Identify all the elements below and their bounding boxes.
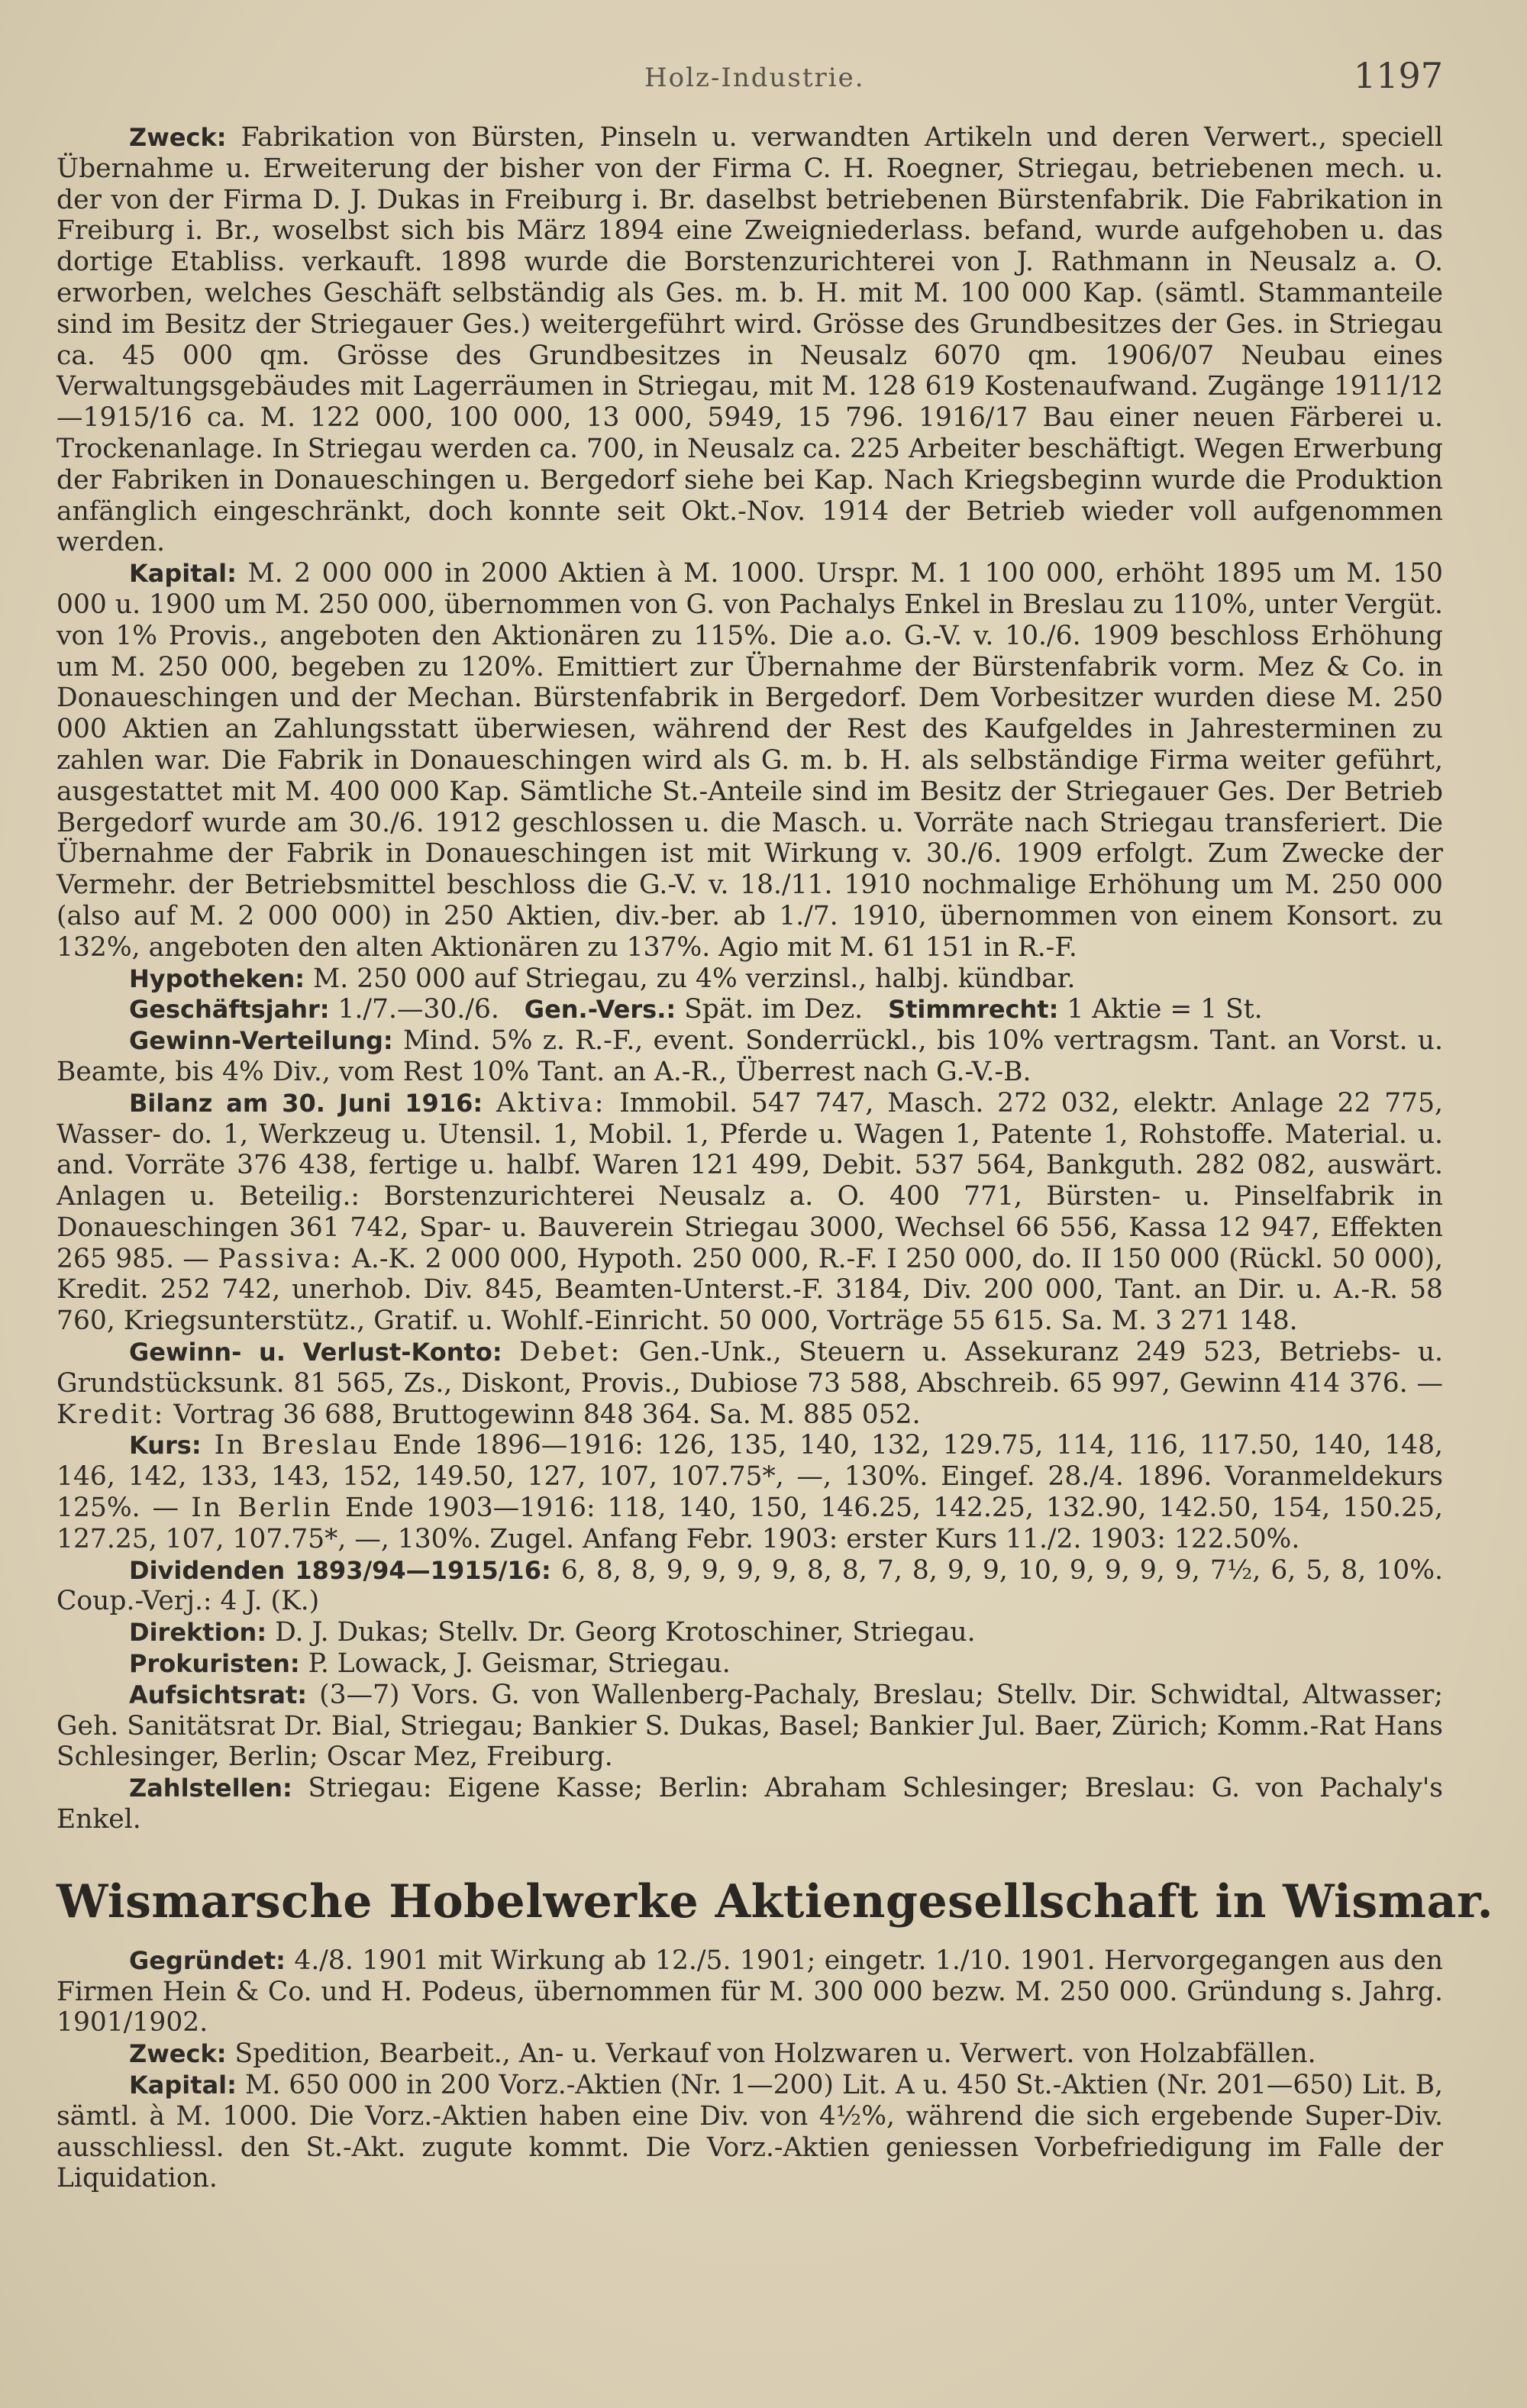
- company-entry-2: [56, 1945, 1443, 2194]
- zweck-paragraph: [56, 122, 1443, 558]
- kapital-2-paragraph: [56, 2070, 1443, 2194]
- kurs-breslau-text: Ende 1896—1916: 126, 135, 140, 132, 129.75, 114, 116, 117.50, 140, 148, 146, 142, 133, 143, 152, 149.50, 127, 107, 107.75*, —, 130%. Eingef. 28./4. 1896. Voranmeldekurs 125%. —: [56, 1430, 1444, 1524]
- gegruendet-paragraph: [56, 1945, 1443, 2038]
- direktion-text: D. J. Dukas; Stellv. Dr. Georg Krotoschiner, Striegau.: [275, 1617, 976, 1648]
- hypotheken-label: Hypotheken:: [129, 964, 305, 993]
- kredit-text: Vortrag 36 688, Bruttogewinn 848 364. Sa. M. 885 052.: [173, 1399, 921, 1430]
- zweck-2-label: Zweck:: [129, 2039, 227, 2069]
- geschaeftsjahr-text: 1./7.—30./6.: [337, 994, 499, 1025]
- page-number: 1197: [1353, 55, 1443, 96]
- prokuristen-paragraph: [56, 1648, 1443, 1680]
- guv-paragraph: [56, 1337, 1443, 1430]
- gewinnverteilung-paragraph: [56, 1025, 1443, 1088]
- kurs-berlin-label: In Berlin: [191, 1493, 333, 1524]
- prokuristen-text: P. Lowack, J. Geismar, Striegau.: [308, 1648, 731, 1680]
- gewinnverteilung-text: Mind. 5% z. R.-F., event. Sonderrückl., bis 10% vertragsm. Tant. an Vorst. u. Beamte, bis 4% Div., vom Rest 10% Tant. an A.-R., Überrest nach G.-V.-B.: [56, 1025, 1443, 1087]
- company-2-title: Wismarsche Hobelwerke Aktiengesellschaft in Wismar.: [56, 1874, 1493, 1929]
- kapital-label: Kapital:: [129, 559, 237, 589]
- stimmrecht-label: Stimmrecht:: [888, 995, 1059, 1025]
- aufsichtsrat-text: (3—7) Vors. G. von Wallenberg-Pachaly, Breslau; Stellv. Dir. Schwidtal, Altwasser; Geh. Sanitätsrat Dr. Bial, Striegau; Bankier S. Dukas, Basel; Bankier Jul. Baer, Zürich; Komm.-Rat Hans Schlesinger, Berlin; Oscar Mez, Freiburg.: [56, 1679, 1443, 1773]
- zahlstellen-label: Zahlstellen:: [129, 1774, 292, 1803]
- running-title: Holz-Industrie.: [644, 63, 865, 93]
- geschaeftsjahr-paragraph: [56, 994, 1443, 1025]
- genvers-label: Gen.-Vers.:: [524, 995, 676, 1025]
- kapital-paragraph: [56, 558, 1443, 963]
- dividenden-label: Dividenden 1893/94—1915/16:: [129, 1555, 551, 1585]
- hypotheken-text: M. 250 000 auf Striegau, zu 4% verzinsl., halbj. kündbar.: [312, 963, 1076, 994]
- dividenden-paragraph: [56, 1555, 1443, 1618]
- gegruendet-label: Gegründet:: [129, 1945, 286, 1975]
- zahlstellen-text: Striegau: Eigene Kasse; Berlin: Abraham Schlesinger; Breslau: G. von Pachaly's Enkel.: [56, 1773, 1444, 1835]
- zweck-text: Fabrikation von Bürsten, Pinseln u. verwandten Artikeln und deren Verwert., speciell Übernahme u. Erweiterung der bisher von der Firma C. H. Roegner, Striegau, betriebenen mech. u. der von der Firma D. J. Dukas in Freiburg i. Br. daselbst betriebenen Bürstenfabrik. Die Fabrikation in Freiburg i. Br., woselbst sich bis März 1894 eine Zweigniederlass. befand, wurde aufgehoben u. das dortige Etabliss. verkauft. 1898 wurde die Borstenzurichterei von J. Rathmann in Neusalz a. O. erworben, welches Geschäft selbständig als Ges. m. b. H. mit M. 100 000 Kap. (sämtl. Stammanteile sind im Besitz der Striegauer Ges.) weitergeführt wird. Grösse des Grundbesitzes der Ges. in Striegau ca. 45 000 qm. Grösse des Grundbesitzes in Neusalz 6070 qm. 1906/07 Neubau eines Verwaltungsgebäudes mit Lagerräumen in Striegau, mit M. 128 619 Kostenaufwand. Zugänge 1911/12—1915/16 ca. M. 122 000, 100 000, 13 000, 5949, 15 796. 1916/17 Bau einer neuen Färberei u. Trockenanlage. In Striegau werden ca. 700, in Neusalz ca. 225 Arbeiter beschäftigt. Wegen Erwerbung der Fabriken in Donaueschingen u. Bergedorf siehe bei Kap. Nach Kriegsbeginn wurde die Produktion anfänglich eingeschränkt, doch konnte seit Okt.-Nov. 1914 der Betrieb wieder voll aufgenommen werden.: [56, 122, 1443, 558]
- kredit-label: Kredit:: [56, 1399, 166, 1430]
- genvers-text: Spät. im Dez.: [684, 994, 864, 1025]
- hypotheken-paragraph: [56, 964, 1443, 995]
- aufsichtsrat-label: Aufsichtsrat:: [129, 1680, 308, 1709]
- stimmrecht-text: 1 Aktie = 1 St.: [1067, 994, 1263, 1025]
- kapital-2-text: M. 650 000 in 200 Vorz.-Aktien (Nr. 1—200) Lit. A u. 450 St.-Aktien (Nr. 201—650) Lit. B, sämtl. à M. 1000. Die Vorz.-Aktien haben eine Div. von 4½%, während die sich ergebende Super-Div. ausschliessl. den St.-Akt. zugute kommt. Die Vorz.-Aktien geniessen Vorbefriedigung im Falle der Liquidation.: [56, 2070, 1443, 2194]
- direktion-paragraph: [56, 1617, 1443, 1648]
- gegruendet-text: 4./8. 1901 mit Wirkung ab 12./5. 1901; eingetr. 1./10. 1901. Hervorgegangen aus den Firmen Hein & Co. und H. Podeus, übernommen für M. 300 000 bezw. M. 250 000. Gründung s. Jahrg. 1901/1902.: [56, 1945, 1443, 2038]
- kurs-berlin-text: Ende 1903—1916: 118, 140, 150, 146.25, 142.25, 132.90, 142.50, 154, 150.25, 127.25, 107, 107.75*, —, 130%. Zugel. Anfang Febr. 1903: erster Kurs 11./2. 1903: 122.50%.: [56, 1493, 1443, 1554]
- debet-label: Debet:: [519, 1337, 622, 1368]
- bilanz-paragraph: [56, 1088, 1443, 1337]
- kapital-2-label: Kapital:: [129, 2071, 237, 2100]
- kapital-text: M. 2 000 000 in 2000 Aktien à M. 1000. Urspr. M. 1 100 000, erhöht 1895 um M. 150 000 u. 1900 um M. 250 000, übernommen von G. von Pachalys Enkel in Breslau zu 110%, unter Vergüt. von 1% Provis., angeboten den Aktionären zu 115%. Die a.o. G.-V. v. 10./6. 1909 beschloss Erhöhung um M. 250 000, begeben zu 120%. Emittiert zur Übernahme der Bürstenfabrik vorm. Mez & Co. in Donaueschingen und der Mechan. Bürstenfabrik in Bergedorf. Dem Vorbesitzer wurden diese M. 250 000 Aktien an Zahlungsstatt überwiesen, während der Rest des Kaufgeldes in Jahresterminen zu zahlen war. Die Fabrik in Donaueschingen wird als G. m. b. H. als selbständige Firma weiter geführt, ausgestattet mit M. 400 000 Kap. Sämtliche St.-Anteile sind im Besitz der Striegauer Ges. Der Betrieb Bergedorf wurde am 30./6. 1912 geschlossen u. die Masch. u. Vorräte nach Striegau transferiert. Die Übernahme der Fabrik in Donaueschingen ist mit Wirkung v. 30./6. 1909 erfolgt. Zum Zwecke der Vermehr. der Betriebsmittel beschloss die G.-V. v. 18./11. 1910 nochmalige Erhöhung um M. 250 000 (also auf M. 2 000 000) in 250 Aktien, div.-ber. ab 1./7. 1910, übernommen von einem Konsort. zu 132%, angeboten den alten Aktionären zu 137%. Agio mit M. 61 151 in R.-F.: [56, 558, 1443, 963]
- passiva-text: A.-K. 2 000 000, Hypoth. 250 000, R.-F. I 250 000, do. II 150 000 (Rückl. 50 000), Kredit. 252 742, unerhob. Div. 845, Beamten-Unterst.-F. 3184, Div. 200 000, Tant. an Dir. u. A.-R. 58 760, Kriegsunterstütz., Gratif. u. Wohlf.-Einricht. 50 000, Vorträge 55 615. Sa. M. 3 271 148.: [56, 1243, 1443, 1337]
- zahlstellen-paragraph: [56, 1773, 1443, 1835]
- kurs-breslau-label: In Breslau: [214, 1430, 380, 1461]
- aufsichtsrat-paragraph: [56, 1680, 1443, 1773]
- aktiva-label: Aktiva:: [496, 1087, 606, 1118]
- geschaeftsjahr-label: Geschäftsjahr:: [129, 995, 330, 1025]
- zweck-2-paragraph: [56, 2038, 1443, 2070]
- prokuristen-label: Prokuristen:: [129, 1649, 300, 1679]
- direktion-label: Direktion:: [129, 1618, 267, 1648]
- running-header: [56, 53, 1443, 122]
- zweck-2-text: Spedition, Bearbeit., An- u. Verkauf von Holzwaren u. Verwert. von Holzabfällen.: [234, 2038, 1316, 2070]
- dividenden-text: 6, 8, 8, 9, 9, 9, 9, 8, 8, 7, 8, 9, 9, 10, 9, 9, 9, 9, 7½, 6, 5, 8, 10%. Coup.-Verj.: 4 J. (K.): [56, 1554, 1444, 1617]
- zweck-label: Zweck:: [129, 123, 227, 152]
- kurs-paragraph: [56, 1430, 1443, 1554]
- bilanz-label: Bilanz am 30. Juni 1916:: [129, 1088, 483, 1118]
- guv-label: Gewinn- u. Verlust-Konto:: [129, 1338, 502, 1367]
- gewinnverteilung-label: Gewinn-Verteilung:: [129, 1026, 393, 1056]
- passiva-label: Passiva:: [218, 1243, 344, 1274]
- kurs-label: Kurs:: [129, 1431, 202, 1461]
- debet-text: Gen.-Unk., Steuern u. Assekuranz 249 523, Betriebs- u. Grundstücksunk. 81 565, Zs., Diskont, Provis., Dubiose 73 588, Abschreib. 65 997, Gewinn 414 376. —: [56, 1337, 1444, 1399]
- aktiva-text: Immobil. 547 747, Masch. 272 032, elektr. Anlage 22 775, Wasser- do. 1, Werkzeug u. Utensil. 1, Mobil. 1, Pferde u. Wagen 1, Patente 1, Rohstoffe. Material. u. and. Vorräte 376 438, fertige u. halbf. Waren 121 499, Debit. 537 564, Bankguth. 282 082, auswärt. Anlagen u. Beteilig.: Borstenzurichterei Neusalz a. O. 400 771, Bürsten- u. Pinselfabrik in Donaueschingen 361 742, Spar- u. Bauverein Striegau 3000, Wechsel 66 556, Kassa 12 947, Effekten 265 985. —: [56, 1087, 1444, 1274]
- company-entry-1: [56, 122, 1443, 1835]
